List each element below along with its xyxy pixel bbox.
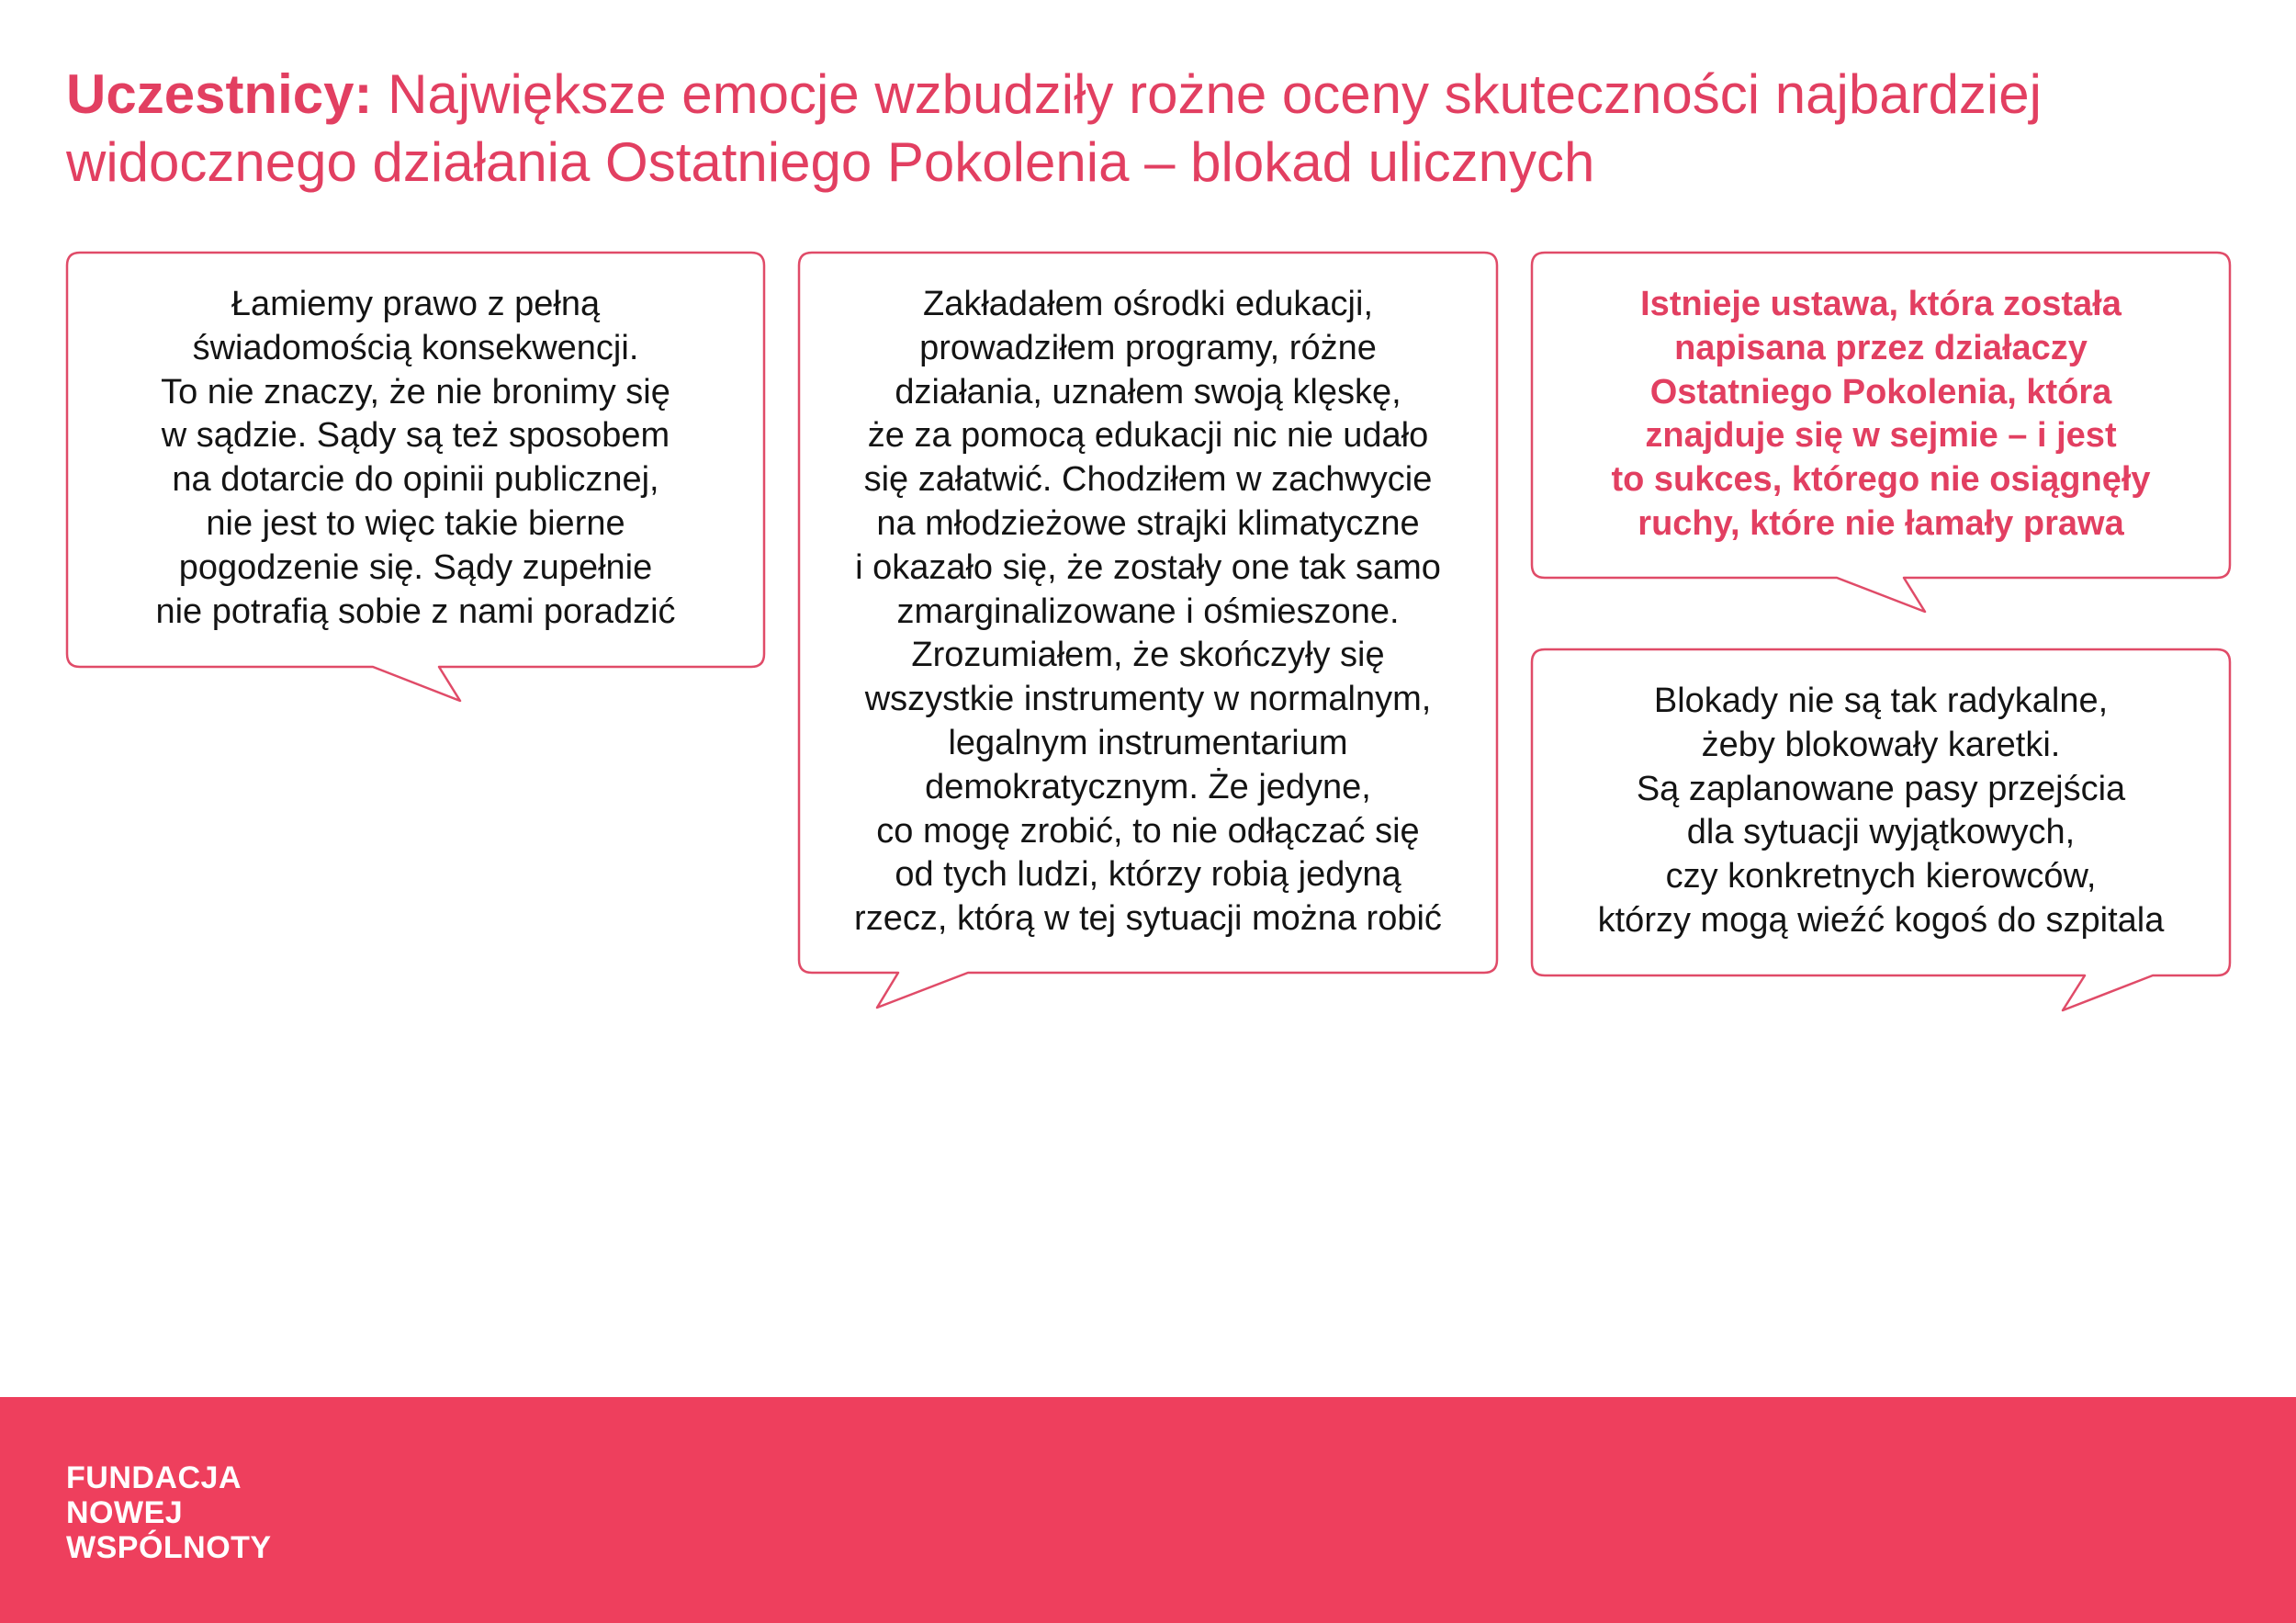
logo-line-1: FUNDACJA [66,1460,242,1495]
quote-text-4: Blokady nie są tak radykalne, żeby blokowały karetki. Są zaplanowane pasy przejścia dla sytuacji wyjątkowych, czy konkretnych kierowców, którzy mogą wieźć kogoś do szpitala [1597,682,2165,940]
footer-bar [0,1397,2296,1623]
logo-line-3: WSPÓLNOTY [66,1530,272,1565]
logo [66,1460,272,1565]
quote-text-1: Łamiemy prawo z pełną świadomością konsekwencji. To nie znaczy, że nie bronimy się w sądzie. Sądy są też sposobem na dotarcie do opinii publicznej, nie jest to więc takie bierne pogodzenie się. Sądy zupełnie nie potrafią sobie z nami poradzić [155,285,676,631]
logo-line-2: NOWEJ [66,1495,184,1530]
quote-text-2: Zakładałem ośrodki edukacji, prowadziłem programy, różne działania, uznałem swoją klęskę, że za pomocą edukacji nic nie udało się załatwić. Chodziłem w zachwycie na młodzieżowe strajki klimatyczne i okazało się, że zostały one tak samo zmarginalizowane i ośmieszone. Zrozumiałem, że skończyły się wszystkie instrumenty w normalnym, legalnym instrumentarium demokratycznym. Że jedyne, co mogę zrobić, to nie odłączać się od tych ludzi, którzy robią jedyną rzecz, którą w tej sytuacji można robić [854,285,1442,939]
page-title-text: Największe emocje wzbudziły rożne oceny skuteczności najbardziej widocznego działania Ostatniego Pokolenia – blokad ulicznych [66,63,2042,193]
quote-text-3: Istnieje ustawa, która została napisana przez działaczy Ostatniego Pokolenia, która znajduje się w sejmie – i jest to sukces, którego nie osiągnęły ruchy, które nie łamały prawa [1611,285,2151,543]
page-title-lead: Uczestnicy: [66,63,373,125]
